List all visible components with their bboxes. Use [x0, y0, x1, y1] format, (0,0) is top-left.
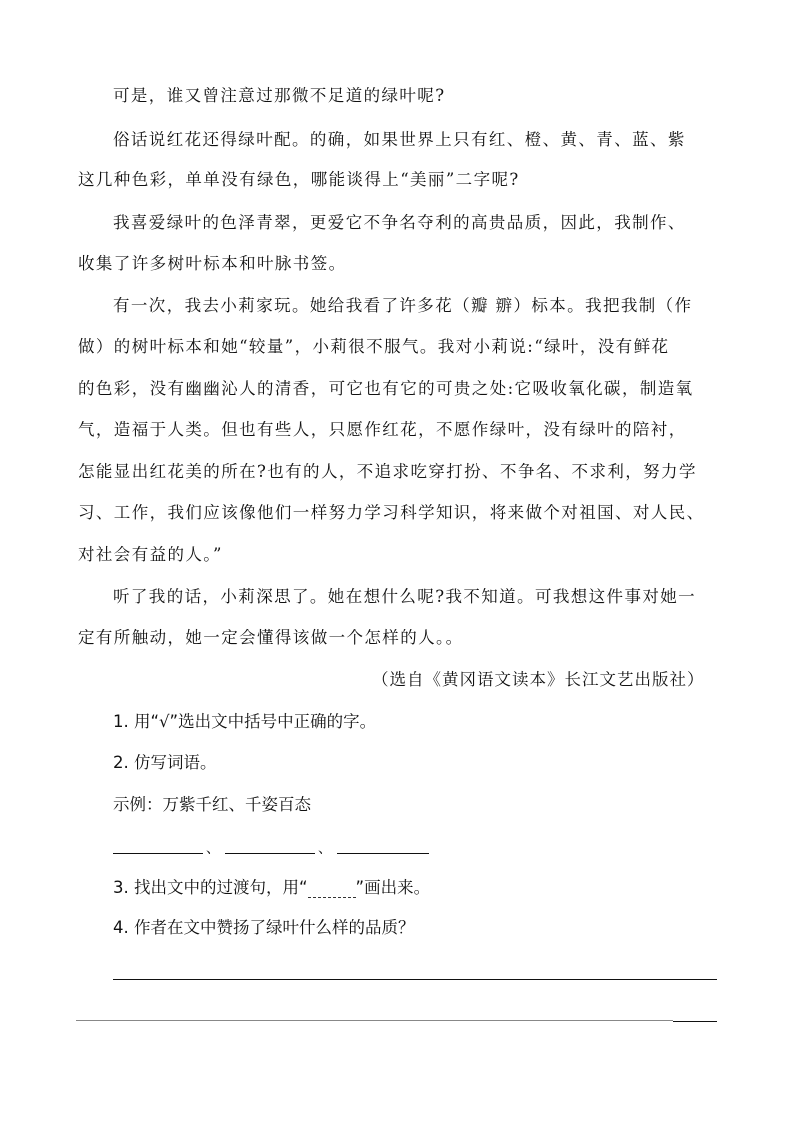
- divider-line: [76, 1020, 673, 1021]
- passage-line: 对社会有益的人。”: [78, 545, 223, 564]
- passage-line: 我喜爱绿叶的色泽青翠，更爱它不争名夺利的高贵品质，因此，我制作、: [113, 213, 686, 232]
- passage-line: 气，造福于人类。但也有些人，只愿作红花，不愿作绿叶，没有绿叶的陪衬，: [78, 420, 687, 439]
- passage-line: 怎能显出红花美的所在?也有的人，不追求吃穿打扮、不争名、不求利，努力学: [78, 462, 697, 481]
- answer-line-q4[interactable]: [113, 979, 717, 980]
- question-4: 4. 作者在文中赞扬了绿叶什么样的品质？: [113, 918, 415, 937]
- wavy-underline-icon: [308, 883, 356, 898]
- passage-line: 听了我的话，小莉深思了。她在想什么呢?我不知道。可我想这件事对她一: [113, 587, 697, 606]
- answer-line-end[interactable]: [673, 1021, 717, 1022]
- example-text: 示例：万紫千红、千姿百态: [113, 795, 311, 814]
- question-3-text-end: ”画出来。: [355, 878, 431, 897]
- passage-line: 收集了许多树叶标本和叶脉书签。: [78, 254, 347, 273]
- question-3: [113, 878, 430, 898]
- question-2: 2. 仿写词语。: [113, 753, 217, 772]
- passage-line: 习、工作，我们应该像他们一样努力学习科学知识，将来做个对祖国、对人民、: [78, 503, 705, 522]
- passage-line: 有一次，我去小莉家玩。她给我看了许多花（瓣 辧）标本。我把我制（作: [113, 296, 693, 315]
- passage-line: 这几种色彩，单单没有绿色，哪能谈得上“美丽”二字呢?: [78, 170, 520, 189]
- passage-line: 定有所触动，她一定会懂得该做一个怎样的人。。: [78, 628, 464, 647]
- question-1: 1. 用“√”选出文中括号中正确的字。: [113, 712, 377, 731]
- separator: 、: [206, 841, 220, 857]
- answer-blank-2[interactable]: [225, 853, 315, 854]
- answer-blank-1[interactable]: [113, 853, 203, 854]
- source-citation: （选自《黄冈语文读本》长江文艺出版社）: [372, 670, 705, 689]
- answer-blank-3[interactable]: [337, 853, 429, 854]
- passage-line: 可是，谁又曾注意过那微不足道的绿叶呢?: [113, 86, 446, 105]
- passage-line: 做）的树叶标本和她“较量”，小莉很不服气。我对小莉说:“绿叶，没有鲜花: [78, 337, 670, 356]
- separator: 、: [318, 841, 332, 857]
- passage-line: 俗话说红花还得绿叶配。的确，如果世界上只有红、橙、黄、青、蓝、紫: [113, 130, 686, 149]
- question-3-text: 3. 找出文中的过渡句，用“: [113, 878, 308, 897]
- passage-line: 的色彩，没有幽幽沁人的清香，可它也有它的可贵之处:它吸收氧化碳，制造氧: [78, 379, 694, 398]
